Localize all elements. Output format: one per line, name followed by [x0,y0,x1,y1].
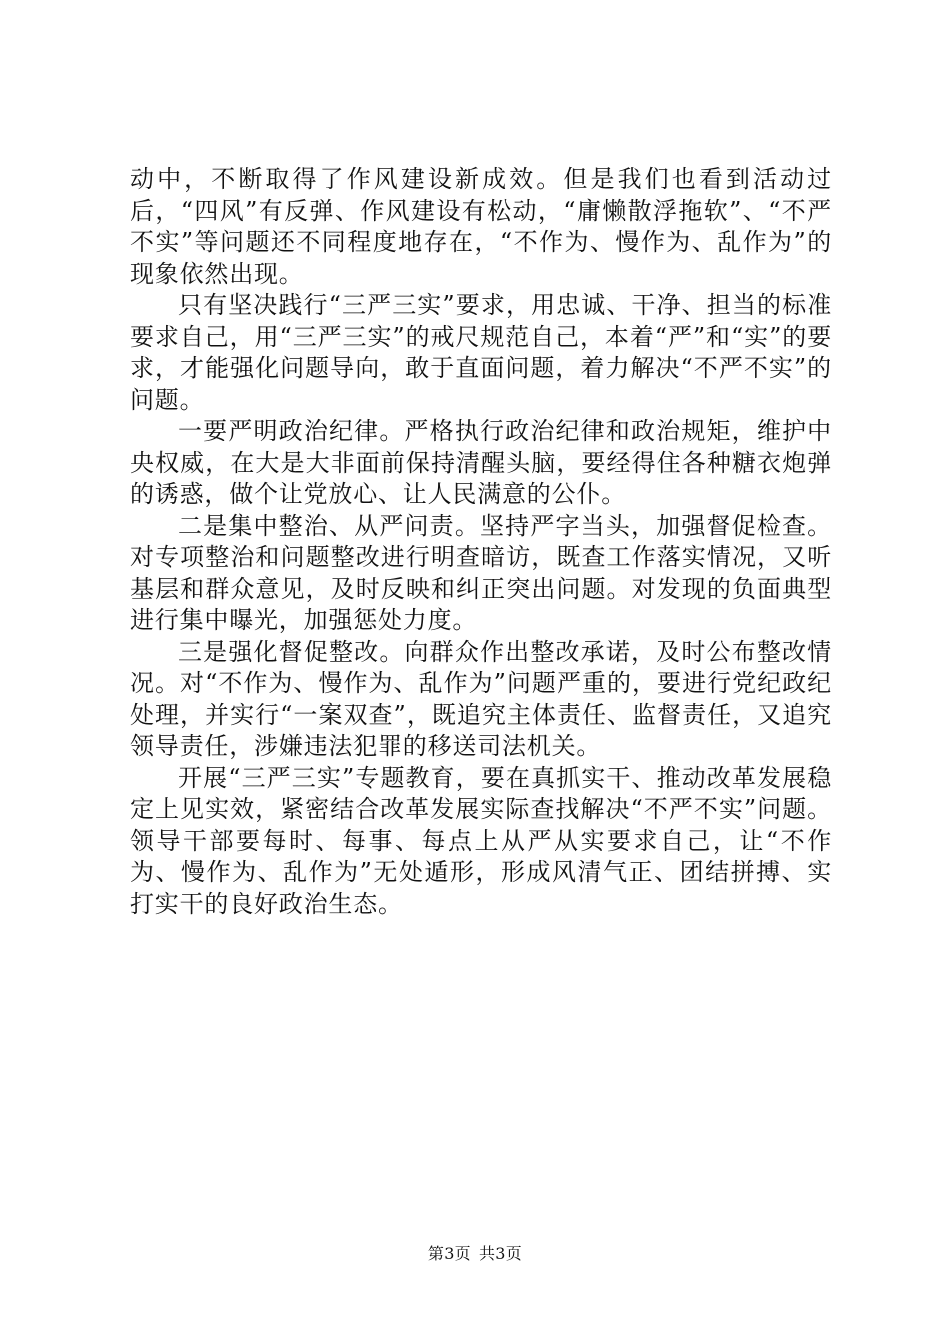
paragraph: 只有坚决践行“三严三实”要求，用忠诚、干净、担当的标准要求自己，用“三严三实”的戒尺规范自己，本着“严”和“实”的要求，才能强化问题导向，敢于直面问题，着力解决“不严不实”的问题。 [130,291,832,414]
paragraph-continuation: 动中，不断取得了作风建设新成效。但是我们也看到活动过后，“四风”有反弹、作风建设有松动，“庸懒散浮拖软”、“不严不实”等问题还不同程度地存在，“不作为、慢作为、乱作为”的现象依然出现。 [130,165,832,288]
paragraph: 一要严明政治纪律。严格执行政治纪律和政治规矩，维护中央权威，在大是大非面前保持清醒头脑，要经得住各种糖衣炮弹的诱惑，做个让党放心、让人民满意的公仆。 [130,417,832,508]
paragraph: 三是强化督促整改。向群众作出整改承诺，及时公布整改情况。对“不作为、慢作为、乱作为”问题严重的，要进行党纪政纪处理，并实行“一案双查”，既追究主体责任、监督责任，又追究领导责任，涉嫌违法犯罪的移送司法机关。 [130,637,832,760]
paragraph: 二是集中整治、从严问责。坚持严字当头，加强督促检查。对专项整治和问题整改进行明查暗访，既查工作落实情况，又听基层和群众意见，及时反映和纠正突出问题。对发现的负面典型进行集中曝光，加强惩处力度。 [130,511,832,634]
page-number-current: 第3页 [427,1244,471,1263]
page-number-total: 共3页 [479,1244,523,1263]
page-footer [0,1244,950,1264]
document-body [130,164,832,920]
paragraph: 开展“三严三实”专题教育，要在真抓实干、推动改革发展稳定上见实效，紧密结合改革发展实际查找解决“不严不实”问题。领导干部要每时、每事、每点上从严从实要求自己，让“不作为、慢作为、乱作为”无处遁形，形成风清气正、团结拼搏、实打实干的良好政治生态。 [130,763,832,918]
